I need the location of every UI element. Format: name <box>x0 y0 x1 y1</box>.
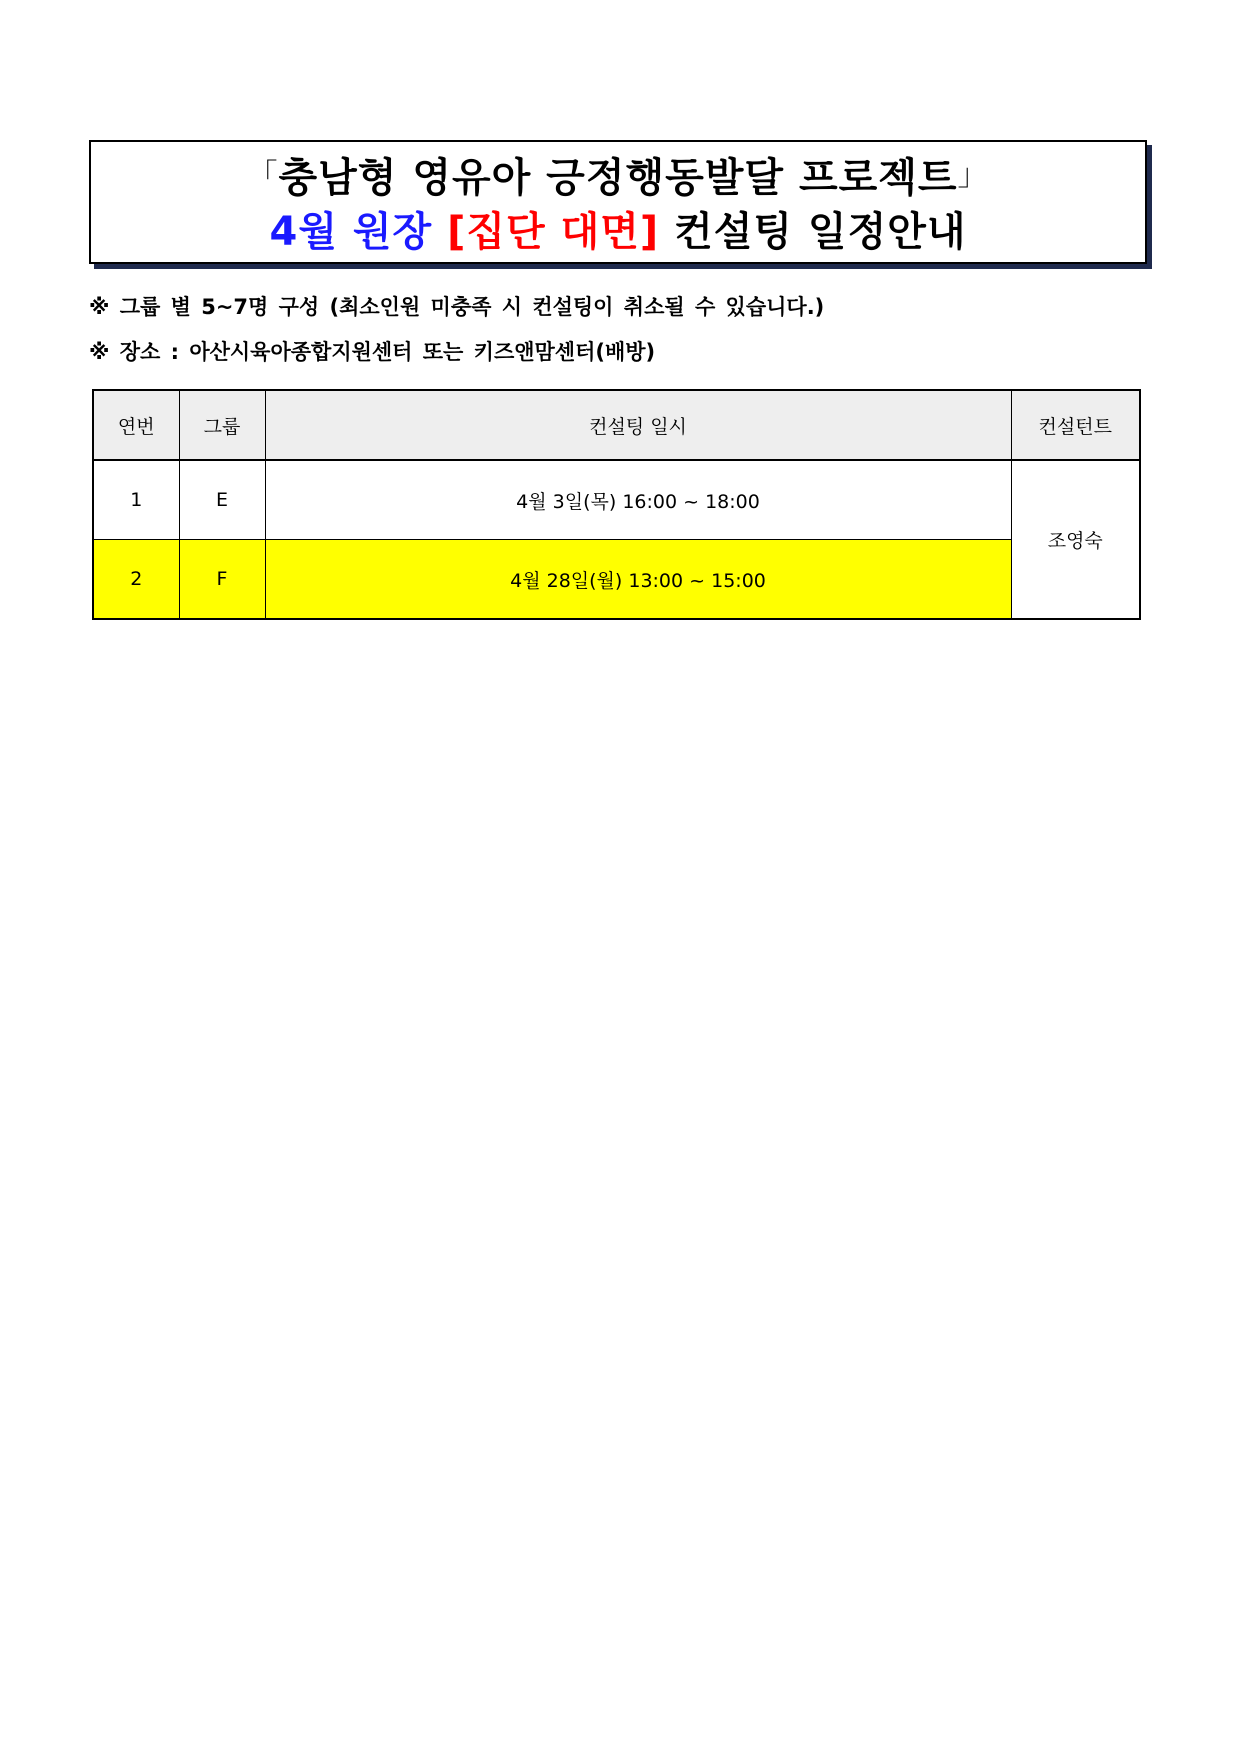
table-header-row <box>93 390 1140 460</box>
page-subtitle <box>91 204 1145 260</box>
title-main: 충남형 영유아 긍정행동발달 프로젝트 <box>278 155 958 201</box>
note-group-size: ※ 그룹 별 5~7명 구성 (최소인원 미충족 시 컨설팅이 취소될 수 있습니다.) <box>89 295 825 319</box>
cell-group: E <box>179 460 265 540</box>
column-header-consultant: 컨설턴트 <box>1011 390 1140 460</box>
cell-datetime: 4월 3일(목) 16:00 ~ 18:00 <box>265 460 1011 540</box>
cell-no: 2 <box>93 540 179 620</box>
schedule-table <box>92 389 1141 620</box>
table-row-highlighted <box>93 540 1140 620</box>
subtitle-schedule: 컨설팅 일정안내 <box>659 209 967 255</box>
column-header-no: 연번 <box>93 390 179 460</box>
cell-no: 1 <box>93 460 179 540</box>
cell-datetime: 4월 28일(월) 13:00 ~ 15:00 <box>265 540 1011 620</box>
subtitle-type: [집단 대면] <box>447 209 660 255</box>
subtitle-month-role: 4월 원장 <box>269 209 448 255</box>
title-bracket-open: 「 <box>247 158 279 193</box>
table-row <box>93 460 1140 540</box>
column-header-group: 그룹 <box>179 390 265 460</box>
column-header-datetime: 컨설팅 일시 <box>265 390 1011 460</box>
title-box <box>89 140 1147 264</box>
cell-group: F <box>179 540 265 620</box>
title-bracket-close: 」 <box>957 158 989 193</box>
note-location: ※ 장소 : 아산시육아종합지원센터 또는 키즈앤맘센터(배방) <box>89 340 656 364</box>
page-title <box>91 148 1145 206</box>
cell-consultant: 조영숙 <box>1011 460 1140 619</box>
